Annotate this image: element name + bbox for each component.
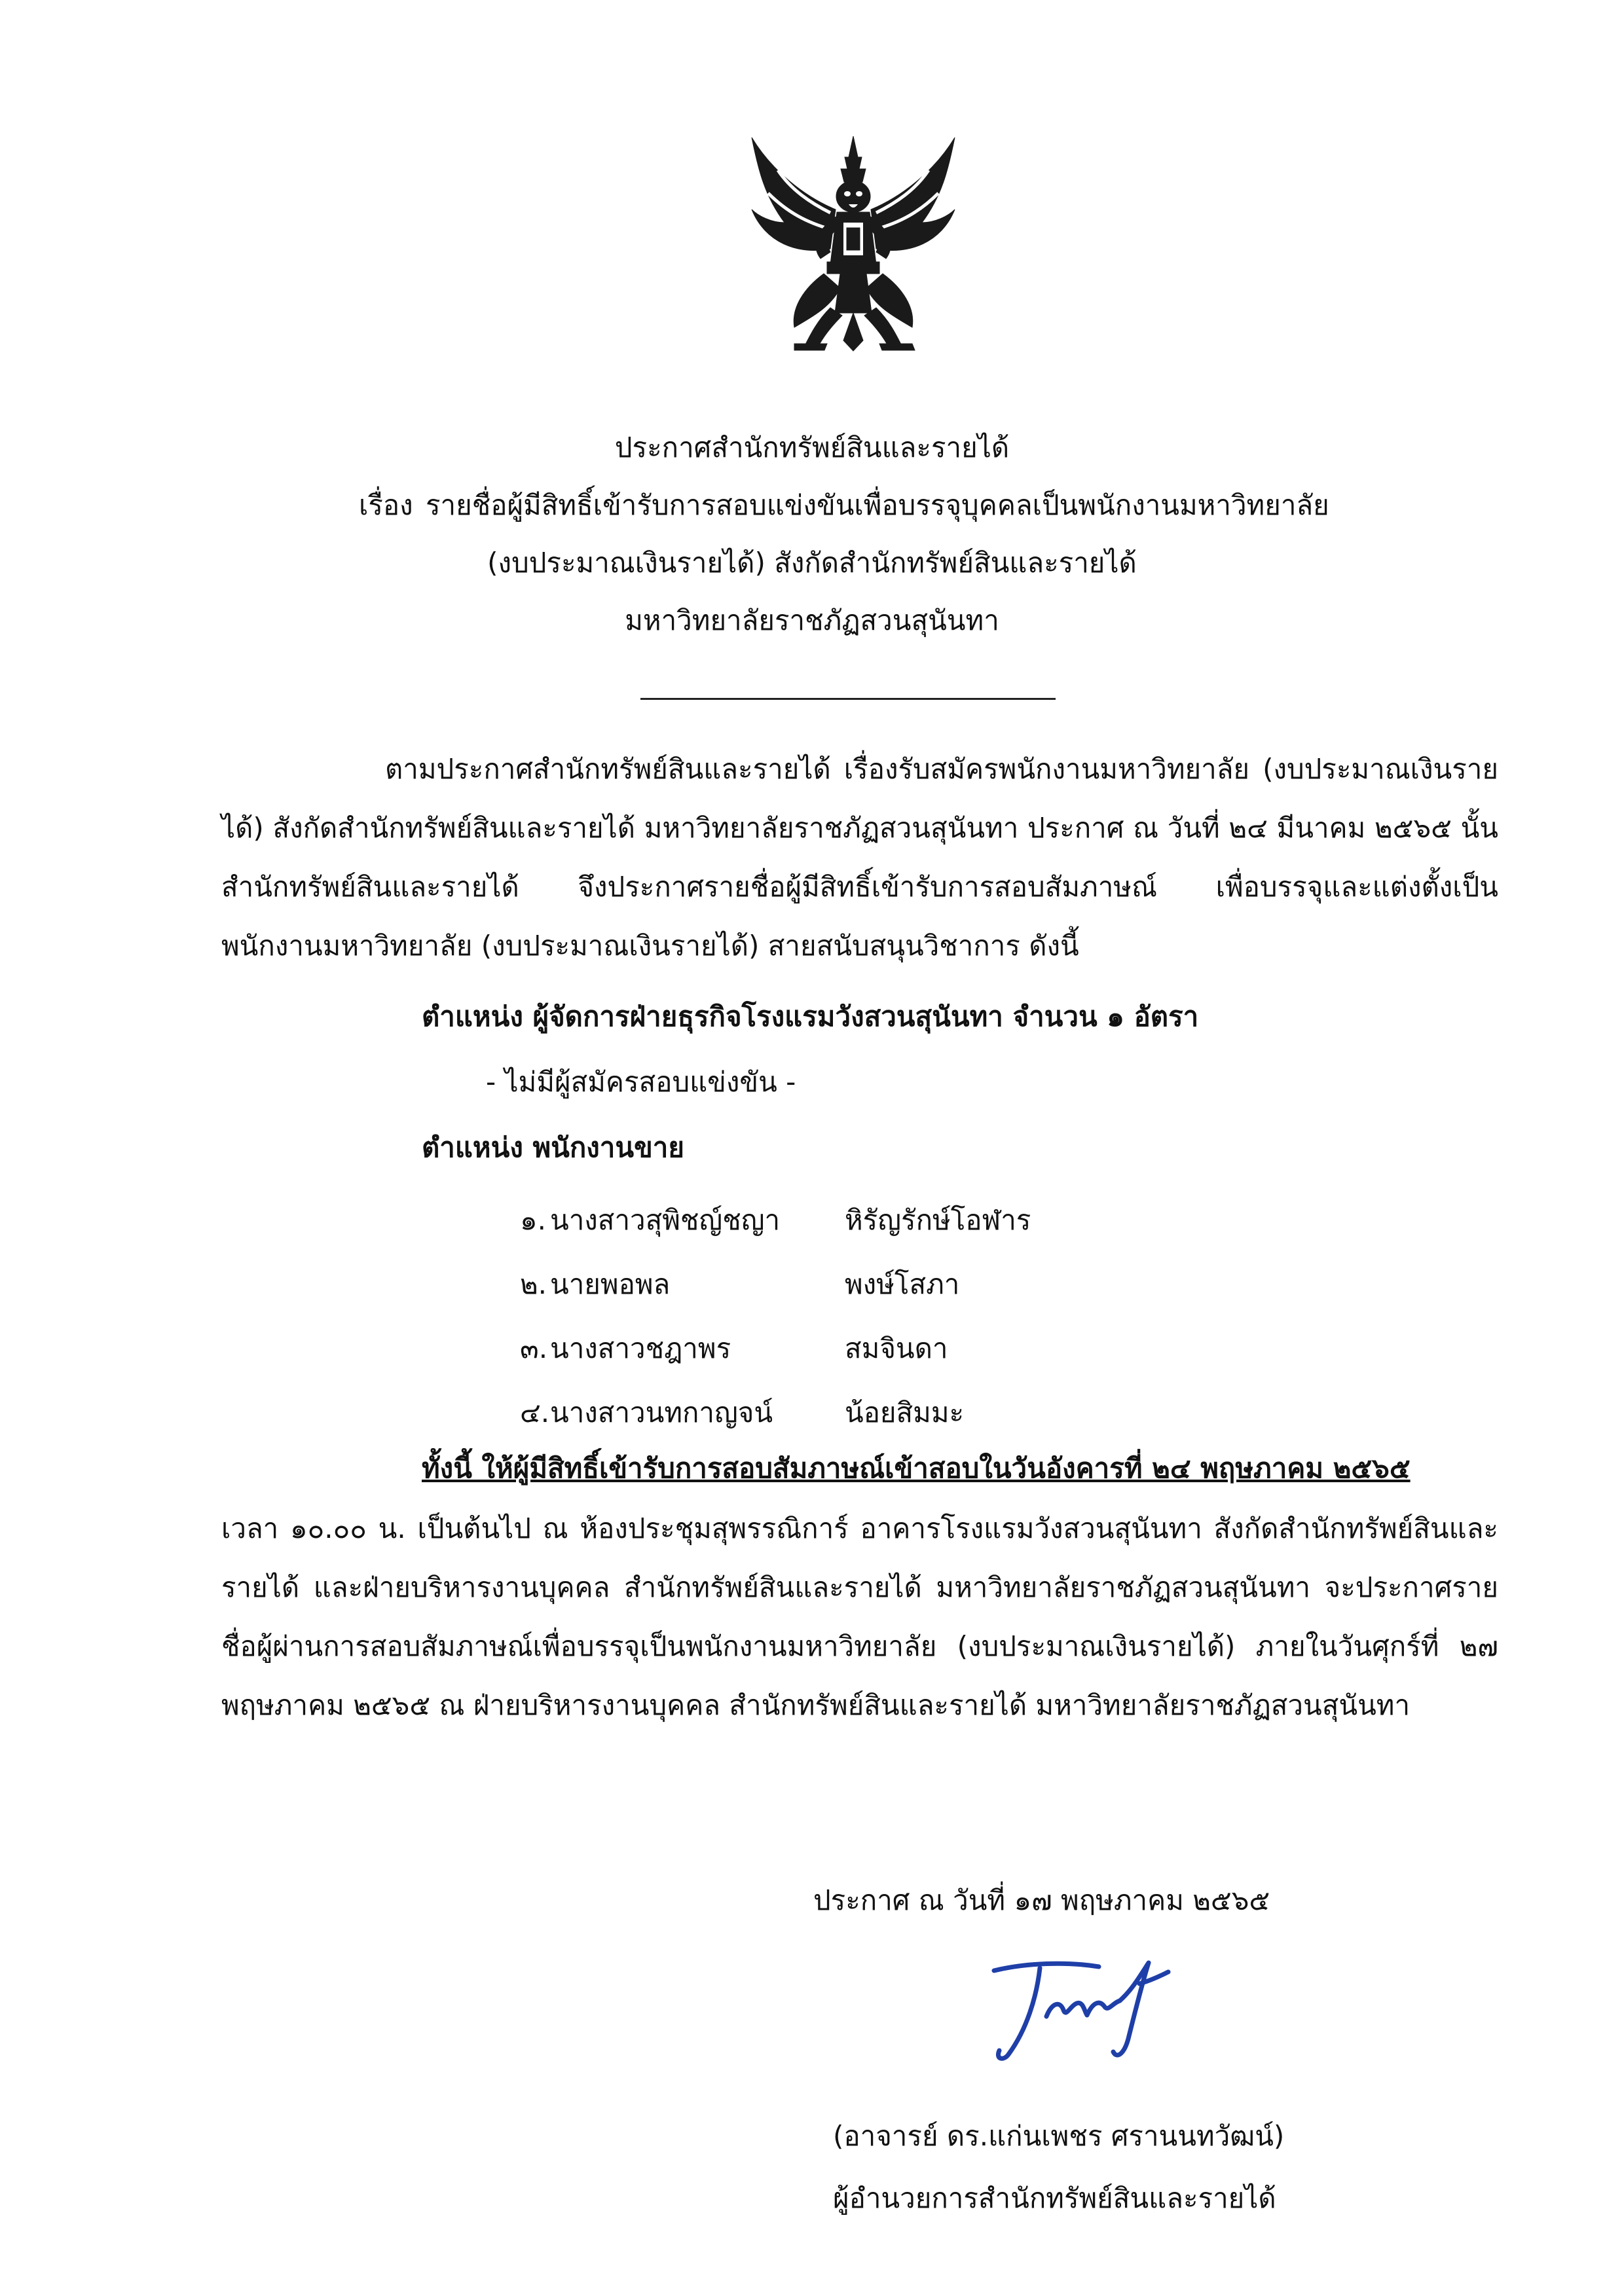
- candidate-first-name: นางสาวนทกาญจน์: [550, 1396, 773, 1429]
- candidate-first-name: นางสาวสุพิชญ์ชญา: [550, 1204, 781, 1236]
- candidate-number: ๓.: [520, 1332, 548, 1364]
- candidate-number: ๔.: [520, 1396, 550, 1429]
- title-block: [0, 419, 1624, 649]
- university-name: มหาวิทยาลัยราชภัฏสวนสุนันทา: [625, 604, 999, 636]
- candidate-first-name: นายพอพล: [550, 1268, 671, 1300]
- position-heading-sales: ตำแหน่ง พนักงานขาย: [422, 1131, 684, 1163]
- candidate-last-name: สมจินดา: [845, 1332, 948, 1364]
- list-item: [520, 1381, 1031, 1445]
- candidate-last-name: พงษ์โสภา: [845, 1268, 960, 1300]
- announcement-title: ประกาศสำนักทรัพย์สินและรายได้: [614, 431, 1010, 464]
- list-item: [520, 1188, 1031, 1252]
- handwritten-signature-icon: [968, 1938, 1184, 2069]
- candidate-last-name: น้อยสิมมะ: [845, 1396, 965, 1429]
- candidate-first-name: นางสาวชฎาพร: [550, 1332, 731, 1364]
- position-heading-manager: ตำแหน่ง ผู้จัดการฝ่ายธุรกิจโรงแรมวังสวนสุนันทา จำนวน ๑ อัตรา: [422, 1000, 1199, 1032]
- no-applicant-note: - ไม่มีผู้สมัครสอบแข่งขัน -: [486, 1066, 796, 1098]
- candidate-number: ๑.: [520, 1204, 547, 1236]
- subject-line: [0, 477, 1624, 534]
- interview-details-paragraph: เวลา ๑๐.๐๐ น. เป็นต้นไป ณ ห้องประชุมสุพรรณิการ์ อาคารโรงแรมวังสวนสุนันทา สังกัดสำนักทรัพย์สินและรายได้ และฝ่ายบริหารงานบุคคล สำนักทรัพย์สินและรายได้ มหาวิทยาลัยราชภัฏสวนสุนันทา จะประกาศรายชื่อผู้ผ่านการสอบสัมภาษณ์เพื่อบรรจุเป็นพนักงานมหาวิทยาลัย (งบประมาณเงินรายได้) ภายในวันศุกร์ที่ ๒๗ พฤษภาคม ๒๕๖๕ ณ ฝ่ายบริหารงานบุคคล สำนักทรัพย์สินและรายได้ มหาวิทยาลัยราชภัฏสวนสุนันทา: [221, 1512, 1498, 1721]
- title-divider: [640, 698, 1056, 700]
- signer-title: ผู้อำนวยการสำนักทรัพย์สินและรายได้: [833, 2182, 1276, 2214]
- candidate-last-name: หิรัญรักษ์โอฬาร: [845, 1204, 1031, 1236]
- subject-label: เรื่อง: [359, 489, 413, 521]
- subject-text: รายชื่อผู้มีสิทธิ์เข้ารับการสอบแข่งขันเพื่อบรรจุบุคคลเป็นพนักงานมหาวิทยาลัย: [426, 489, 1329, 521]
- interview-date-heading: ทั้งนี้ ให้ผู้มีสิทธิ์เข้ารับการสอบสัมภาษณ์เข้าสอบในวันอังคารที่ ๒๔ พฤษภาคม ๒๕๖๕: [422, 1452, 1411, 1484]
- candidate-list: [520, 1188, 1031, 1445]
- candidate-number: ๒.: [520, 1268, 547, 1300]
- intro-paragraph: ตามประกาศสำนักทรัพย์สินและรายได้ เรื่องรับสมัครพนักงานมหาวิทยาลัย (งบประมาณเงินรายได้) สังกัดสำนักทรัพย์สินและรายได้ มหาวิทยาลัยราชภัฏสวนสุนันทา ประกาศ ณ วันที่ ๒๔ มีนาคม ๒๕๖๕ นั้น สำนักทรัพย์สินและรายได้ จึงประกาศรายชื่อผู้มีสิทธิ์เข้ารับการสอบสัมภาษณ์ เพื่อบรรจุและแต่งตั้งเป็นพนักงานมหาวิทยาลัย (งบประมาณเงินรายได้) สายสนับสนุนวิชาการ ดังนี้: [221, 753, 1498, 962]
- announcement-date: ประกาศ ณ วันที่ ๑๗ พฤษภาคม ๒๕๖๕: [813, 1884, 1270, 1916]
- subject-line-2: (งบประมาณเงินรายได้) สังกัดสำนักทรัพย์สินและรายได้: [487, 547, 1137, 579]
- signer-name: (อาจารย์ ดร.แก่นเพชร ศรานนทวัฒน์): [833, 2120, 1285, 2152]
- list-item: [520, 1252, 1031, 1317]
- list-item: [520, 1317, 1031, 1381]
- garuda-emblem-icon: [732, 131, 974, 354]
